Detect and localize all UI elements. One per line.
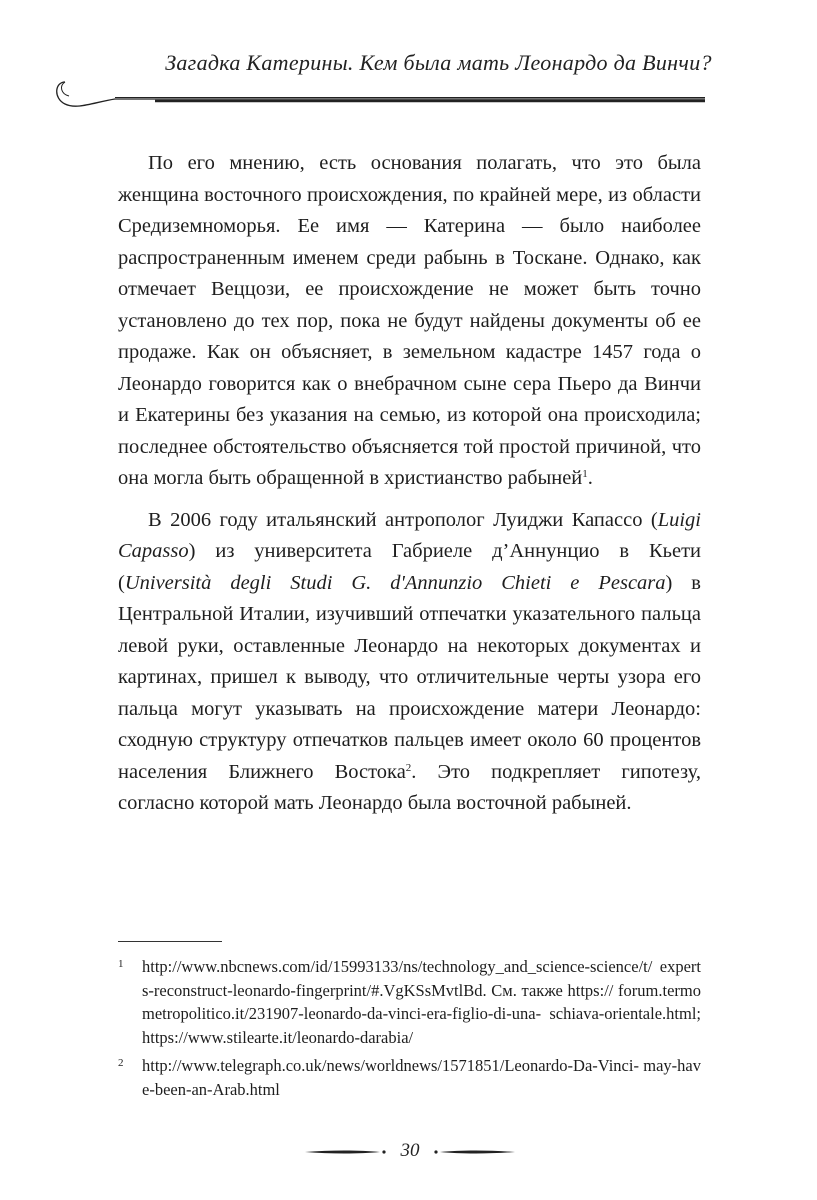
- footnote: [118, 1054, 701, 1101]
- footnote-text[interactable]: http://www.telegraph.co.uk/news/worldnews/1571851/Leonardo-Da-Vinci- may-have-been-an-Arab.html: [142, 1056, 701, 1099]
- header-flourish-rule: [55, 68, 705, 118]
- footnote-text[interactable]: http://www.nbcnews.com/id/15993133/ns/technology_and_science-science/t/ experts-reconstruct-leonardo-fingerprint/#.VgKSsMvtlBd. См. также https:// forum.termometropolitico.it/231907-leonardo-da-vinci-era-figlio-di-una- schiava-orientale.html; https://www.stilearte.it/leonardo-darabia/: [142, 957, 701, 1047]
- paragraph: В 2006 году итальянский антрополог Луиджи Капассо (Luigi Capasso) из университета Габриеле д’Аннунцио в Кьети (Università degli Studi G. d'Annunzio Chieti e Pescara) в Центральной Италии, изучивший отпечатки указательного пальца левой руки, оставленные Леонардо на некоторых документах и картинах, пришел к выводу, что отличительные черты узора его пальца могут указывать на происхождение матери Леонардо: сходную структуру отпечатков пальцев имеет около 60 процентов населения Ближнего Востока$^2$. Это подкрепляет гипотезу, согласно которой мать Леонардо была восточной рабыней.: [118, 508, 701, 814]
- footnote-number: 1: [118, 958, 124, 970]
- body-text: [118, 148, 701, 830]
- footnotes: [118, 955, 701, 1106]
- italic-institution: Università degli Studi G. d'Annunzio Chieti e Pescara: [124, 571, 666, 594]
- italic-name: Luigi Capasso: [118, 508, 701, 562]
- paragraph: По его мнению, есть основания полагать, что это была женщина восточного происхождения, по крайней мере, из области Средиземноморья. Ее имя — Катерина — было наиболее распространенным именем среди рабынь в Тоскане. Однако, как отмечает Веццози, ее происхождение не может быть точно установлено до тех пор, пока не будут найдены документы об ее продаже. Как он объясняет, в земельном кадастре 1457 года о Леонардо говорится как о внебрачном сыне сера Пьеро да Винчи и Екатерины без указания на семью, из которой она происходила; последнее обстоятельство объясняется той простой причиной, что она могла быть обращенной в христианство рабыней$^1$.: [118, 152, 701, 489]
- running-header-title: Загадка Катерины. Кем была мать Леонардо да Винчи?: [165, 50, 712, 75]
- footnote-separator: [118, 941, 222, 942]
- footnote-number: 2: [118, 1057, 124, 1069]
- footnote-ref[interactable]: 2: [405, 761, 412, 774]
- footnote-ref[interactable]: 1: [582, 468, 588, 480]
- footnote: [118, 955, 701, 1049]
- page-number: 30: [400, 1140, 420, 1161]
